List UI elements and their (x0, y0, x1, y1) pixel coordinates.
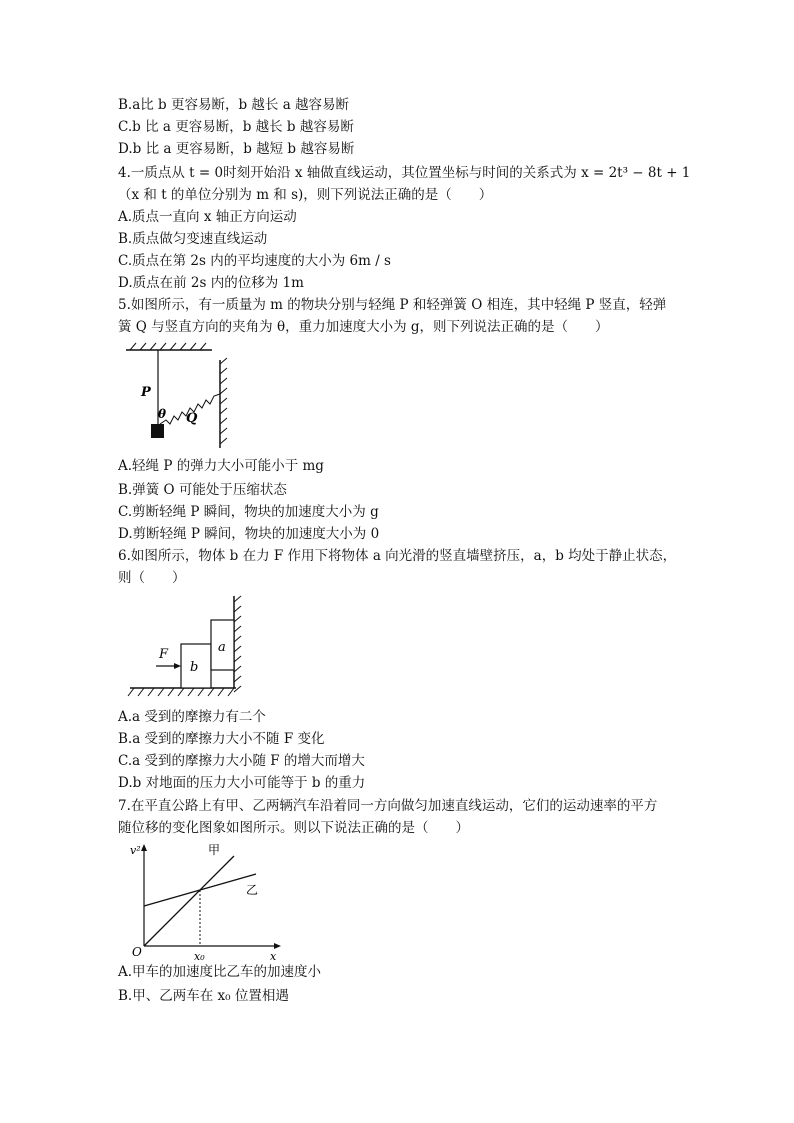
q7-stem-line2: 随位移的变化图象如图所示。则以下说法正确的是（ ） (118, 820, 469, 836)
label-f: F (159, 647, 169, 662)
q5-option-c: C.剪断轻绳 P 瞬间，物块的加速度大小为 g (118, 504, 379, 520)
x-axis-label: x (270, 950, 277, 962)
origin-label: O (132, 945, 142, 959)
q6-option-a: A.a 受到的摩擦力有二个 (118, 709, 266, 725)
y-axis-arrow (141, 844, 147, 851)
x-axis-arrow (274, 943, 281, 949)
label-q: Q (186, 411, 198, 426)
q6-figure (126, 592, 246, 704)
q6-option-b: B.a 受到的摩擦力大小不随 F 变化 (118, 731, 325, 747)
wall-hatch (234, 596, 241, 692)
label-theta: θ (158, 407, 167, 421)
line-jia-label: 甲 (208, 843, 221, 857)
q4-stem-line2: （x 和 t 的单位分别为 m 和 s)，则下列说法正确的是（ ） (118, 187, 493, 203)
label-a: a (218, 640, 226, 655)
label-b: b (190, 660, 199, 675)
q7-figure (118, 840, 288, 962)
line-yi-label: 乙 (246, 883, 259, 897)
q4-option-c: C.质点在第 2s 内的平均速度的大小为 6m / s (118, 253, 391, 269)
q5-option-a: A.轻绳 P 的弹力大小可能小于 mg (118, 458, 324, 474)
y-axis-label: v² (130, 844, 141, 857)
q4-option-a: A.质点一直向 x 轴正方向运动 (118, 209, 297, 225)
block-m (151, 424, 164, 438)
q7-option-a: A.甲车的加速度比乙车的加速度小 (118, 964, 322, 980)
x0-label: x₀ (194, 950, 205, 962)
q4-stem-line1: 4.一质点从 t = 0时刻开始沿 x 轴做直线运动，其位置坐标与时间的关系式为 x = 2t³ − 8t + 1 (118, 165, 691, 181)
q3-option-d: D.b 比 a 更容易断，b 越短 b 越容易断 (118, 141, 355, 157)
q6-stem-line2: 则（ ） (118, 570, 186, 586)
ground-hatch (128, 688, 234, 696)
ceiling-hatch (130, 343, 206, 350)
force-arrowhead (174, 663, 181, 669)
q5-option-b: B.弹簧 O 可能处于压缩状态 (118, 482, 287, 498)
q4-option-b: B.质点做匀变速直线运动 (118, 231, 268, 247)
q3-option-b: B.a比 b 更容易断，b 越长 a 越容易断 (118, 97, 350, 113)
q3-option-c: C.b 比 a 更容易断，b 越长 b 越容易断 (118, 119, 354, 135)
q5-figure (120, 342, 240, 452)
q6-option-d: D.b 对地面的压力大小可能等于 b 的重力 (118, 775, 366, 791)
q5-option-d: D.剪断轻绳 P 瞬间，物块的加速度大小为 0 (118, 526, 380, 542)
q7-stem-line1: 7.在平直公路上有甲、乙两辆汽车沿着同一方向做匀加速直线运动，它们的运动速率的平方 (118, 798, 658, 814)
q6-stem-line1: 6.如图所示，物体 b 在力 F 作用下将物体 a 向光滑的竖直墙壁挤压，a，b 均处于静止状态， (118, 548, 677, 564)
q6-option-c: C.a 受到的摩擦力大小随 F 的增大而增大 (118, 753, 365, 769)
q4-option-d: D.质点在前 2s 内的位移为 1m (118, 275, 304, 291)
q7-option-b: B.甲、乙两车在 x₀ 位置相遇 (118, 988, 289, 1004)
wall-hatch (220, 358, 227, 444)
line-jia (144, 856, 234, 946)
q5-stem-line1: 5.如图所示，有一质量为 m 的物块分别与轻绳 P 和轻弹簧 O 相连，其中轻绳 P 竖直，轻弹 (118, 297, 667, 313)
label-p: P (141, 385, 151, 400)
q5-stem-line2: 簧 Q 与竖直方向的夹角为 θ，重力加速度大小为 g，则下列说法正确的是（ ） (118, 319, 609, 335)
